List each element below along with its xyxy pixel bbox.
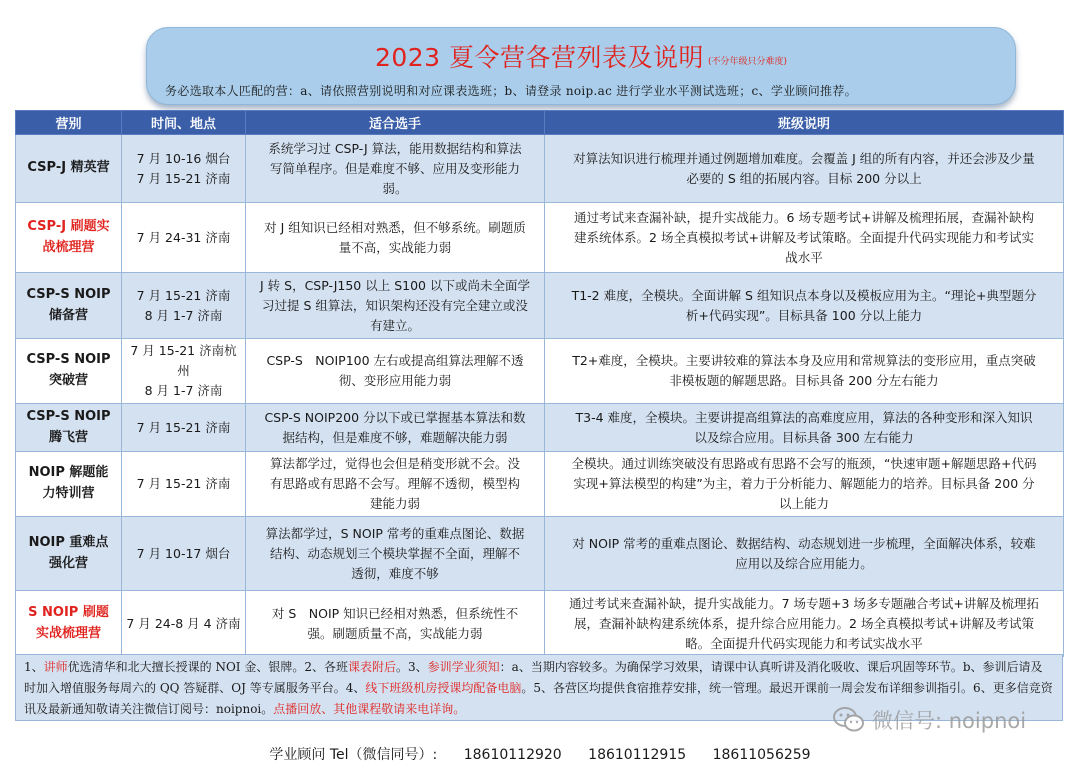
camp-description-line: 对 NOIP 常考的重难点图论、数据结构、动态规划进一步梳理，全面解决体系，较难: [572, 535, 1036, 551]
table-row: [16, 517, 1064, 591]
note-text: ：a、当期内容较多。为确保学习效果，请课中认真听讲及消化吸收、课后巩固等环节。b、参训后请及时加入增值服务每周六的 QQ 答疑群、OJ 等专属服务平台。4、: [24, 660, 1043, 695]
camp-name-line: CSP-S NOIP: [26, 286, 111, 302]
camp-suitable-line: 有思路或有思路不会写。理解不透彻，模型构: [269, 476, 520, 491]
contact-footer: [0, 744, 1080, 764]
camp-description-line: T1-2 难度，全模块。全面讲解 S 组知识点本身以及模板应用为主。“理论+典型题分: [571, 287, 1037, 303]
camp-suitable-line: 结构、动态规划三个模块掌握不全面，理解不: [269, 545, 520, 561]
table-row: [16, 273, 1064, 339]
camp-description: [545, 404, 1064, 452]
camp-suitable-line: 有建立。: [369, 317, 420, 333]
camp-time-place-line: 7 月 24-31 济南: [136, 229, 231, 245]
camp-time-place-line: 7 月 15-21 济南: [136, 170, 231, 186]
camp-time-place-line: 7 月 15-21 济南: [136, 287, 231, 303]
camp-name: [16, 203, 122, 273]
camp-name: [16, 339, 122, 404]
camp-suitable: [246, 339, 545, 404]
camp-description-line: 建系统体系。2 场全真模拟考试+讲解及考试策略。全面提升代码实现能力和考试实: [574, 229, 1034, 245]
note-text: 1、: [24, 660, 44, 674]
camp-name-line: 实战梳理营: [35, 625, 101, 641]
selection-instructions: 务必选取本人匹配的营：a、请依照营别说明和对应课表选班；b、请登录 noip.ac 进行学业水平测试选班；c、学业顾问推荐。: [165, 84, 857, 98]
camp-suitable-line: 量不高，实战能力弱: [338, 239, 452, 255]
camp-name-line: CSP-J 精英营: [27, 160, 110, 176]
camp-suitable: [246, 452, 545, 517]
camp-description-line: 析+代码实现”。目标具备 100 分以上能力: [685, 307, 923, 323]
camp-time-place-line: 8 月 1-7 济南: [144, 307, 223, 323]
camp-time-place: [122, 135, 246, 203]
title-line: [147, 38, 1015, 74]
camp-suitable-line: 透彻，难度不够: [351, 565, 439, 581]
watermark-text: 微信号: noipnoi: [872, 709, 1027, 733]
phone-number[interactable]: 18610112915: [588, 747, 687, 763]
camp-suitable-line: CSP-S NOIP100 左右或提高组算法理解不透: [266, 353, 524, 368]
camp-name-line: CSP-S NOIP: [26, 408, 111, 424]
header-time-place: 时间、地点: [122, 111, 246, 135]
camp-time-place-line: 7 月 10-16 烟台: [136, 150, 231, 166]
camp-description-line: 通过考试来查漏补缺，提升实战能力。7 场专题+3 场多专题融合考试+讲解及梳理拓: [569, 595, 1039, 611]
camp-suitable-line: 强。刷题质量不高，实战能力弱: [307, 625, 483, 641]
camp-name-line: CSP-J 刷题实: [27, 218, 110, 234]
note-text: 优选清华和北大擅长授课的 NOI 金、银牌。2、各班: [67, 660, 348, 674]
camp-time-place: [122, 339, 246, 404]
note-highlight: 线下班级机房授课均配备电脑: [365, 681, 522, 695]
footer-label: 学业顾问 Tel（微信同号）:: [269, 747, 438, 763]
camp-description-line: T3-4 难度，全模块。主要讲提高组算法的高难度应用，算法的各种变形和深入知识: [575, 409, 1033, 425]
camp-suitable-line: 彻、变形应用能力弱: [338, 373, 452, 388]
camp-description-line: 战水平: [785, 249, 823, 265]
wechat-watermark: [832, 702, 1026, 738]
camp-suitable-line: 习过提 S 组算法，知识架构还没有完全建立或没: [262, 297, 528, 313]
camp-suitable-line: CSP-S NOIP200 分以下或已掌握基本算法和数: [264, 409, 526, 425]
camp-description-line: 以及综合应用。目标具备 300 左右能力: [694, 429, 914, 445]
title-banner: [146, 27, 1016, 105]
camp-description-line: 实现+算法模型的构建”为主，着力于分析能力、解题能力的培养。目标具备 200 分: [573, 476, 1035, 491]
camp-description: [545, 591, 1064, 657]
camp-suitable-line: J 转 S，CSP-J150 以上 S100 以下或尚未全面学: [260, 277, 530, 293]
camp-description-line: 非模板题的解题思路。目标具备 200 分左右能力: [669, 373, 939, 388]
table-header-row: [16, 111, 1064, 135]
camp-description: [545, 517, 1064, 591]
camp-suitable-line: 算法都学过，S NOIP 常考的重难点图论、数据: [265, 525, 525, 541]
title-note: (不分年级只分难度): [708, 57, 788, 67]
camp-name-line: 战梳理营: [42, 239, 95, 255]
camp-description-line: 通过考试来查漏补缺，提升实战能力。6 场专题考试+讲解及梳理拓展，查漏补缺构: [574, 209, 1034, 225]
camp-time-place-line: 7 月 15-21 济南: [136, 419, 231, 435]
camp-time-place: [122, 452, 246, 517]
camp-suitable-line: 弱。: [382, 180, 408, 196]
table-row: [16, 591, 1064, 657]
camp-description: [545, 203, 1064, 273]
camp-name-line: 储备营: [48, 307, 88, 323]
camp-suitable: [246, 404, 545, 452]
table-row: [16, 203, 1064, 273]
camp-suitable-line: 据结构，但是难度不够，难题解决能力弱: [282, 429, 508, 445]
camp-time-place: [122, 517, 246, 591]
camp-description-line: 以上能力: [778, 496, 829, 511]
phone-number[interactable]: 18611056259: [712, 747, 811, 763]
camp-description-line: 应用以及综合应用能力。: [735, 555, 873, 571]
camp-name-line: 力特训营: [42, 486, 95, 501]
camp-suitable: [246, 135, 545, 203]
table-row: [16, 339, 1064, 404]
phone-number[interactable]: 18610112920: [463, 747, 562, 763]
camp-suitable-line: 建能力弱: [369, 496, 420, 511]
note-highlight: 课表附后: [348, 660, 397, 674]
page-title: 2023 夏令营各营列表及说明: [374, 43, 705, 72]
camp-description: [545, 273, 1064, 339]
header-camp: 营别: [16, 111, 122, 135]
camp-description-line: 展，查漏补缺构建系统体系，提升综合应用能力。2 场全真模拟考试+讲解及考试策: [574, 615, 1034, 631]
camp-description: [545, 339, 1064, 404]
camp-name-line: 腾飞营: [48, 429, 88, 445]
camp-suitable-line: 写简单程序。但是难度不够、应用及变形能力: [269, 160, 520, 176]
camp-table: [15, 110, 1064, 657]
camp-time-place-line: 7 月 10-17 烟台: [136, 545, 231, 561]
camp-suitable: [246, 517, 545, 591]
camp-time-place: [122, 203, 246, 273]
camp-description-line: 必要的 S 组的拓展内容。目标 200 分以上: [686, 170, 922, 186]
camp-description-line: 对算法知识进行梳理并通过例题增加难度。会覆盖 J 组的所有内容，并还会涉及少量: [573, 150, 1035, 166]
camp-name-line: 强化营: [48, 555, 88, 571]
camp-suitable-line: 对 S NOIP 知识已经相对熟悉，但系统性不: [271, 605, 519, 621]
camp-name: [16, 135, 122, 203]
camp-time-place-line: 8 月 1-7 济南: [144, 383, 223, 398]
camp-description: [545, 135, 1064, 203]
camp-name-line: NOIP 解题能: [28, 465, 109, 481]
camp-description: [545, 452, 1064, 517]
wechat-icon: [832, 705, 866, 735]
camp-name: [16, 273, 122, 339]
camp-time-place: [122, 273, 246, 339]
header-description: 班级说明: [545, 111, 1064, 135]
camp-name-line: S NOIP 刷题: [28, 604, 109, 620]
camp-time-place-line: 7 月 15-21 济南: [136, 476, 231, 491]
note-text: 。5、各营区均提供食宿推荐安排，统一管理。最迟开课前一周会发布详细参训指引。6、更多信竞资讯及最新通知敬请关注微信订阅号：noipnoi。: [24, 681, 1053, 716]
note-text: 。3、: [396, 660, 428, 674]
table-row: [16, 404, 1064, 452]
camp-name: [16, 404, 122, 452]
camp-description-line: 略。全面提升代码实现能力和考试实战水平: [685, 635, 923, 651]
header-suitable: 适合选手: [246, 111, 545, 135]
table-row: [16, 452, 1064, 517]
camp-name-line: 突破营: [48, 373, 88, 388]
camp-suitable: [246, 591, 545, 657]
camp-time-place-line: 7 月 15-21 济南杭州: [130, 343, 237, 378]
camp-name-line: NOIP 重难点: [28, 534, 109, 550]
camp-suitable-line: 系统学习过 CSP-J 算法，能用数据结构和算法: [268, 140, 522, 156]
camp-suitable: [246, 203, 545, 273]
camp-description-line: 全模块。通过训练突破没有思路或有思路不会写的瓶颈，“快速审题+解题思路+代码: [571, 456, 1037, 471]
camp-description-line: T2+难度，全模块。主要讲较难的算法本身及应用和常规算法的变形应用，重点突破: [572, 353, 1036, 368]
camp-name: [16, 517, 122, 591]
table-row: [16, 135, 1064, 203]
note-highlight: 讲师: [43, 660, 68, 674]
camp-suitable-line: 对 J 组知识已经相对熟悉，但不够系统。刷题质: [264, 219, 526, 235]
note-highlight: 参训学业须知: [427, 660, 500, 674]
camp-time-place: [122, 404, 246, 452]
camp-name: [16, 452, 122, 517]
camp-name: [16, 591, 122, 657]
camp-name-line: CSP-S NOIP: [26, 352, 111, 368]
camp-suitable-line: 算法都学过，觉得也会但是稍变形就不会。没: [269, 456, 520, 471]
note-highlight: 点播回放、其他课程敬请来电详询。: [273, 702, 466, 716]
camp-time-place: [122, 591, 246, 657]
camp-time-place-line: 7 月 24-8 月 4 济南: [126, 615, 241, 631]
camp-suitable: [246, 273, 545, 339]
